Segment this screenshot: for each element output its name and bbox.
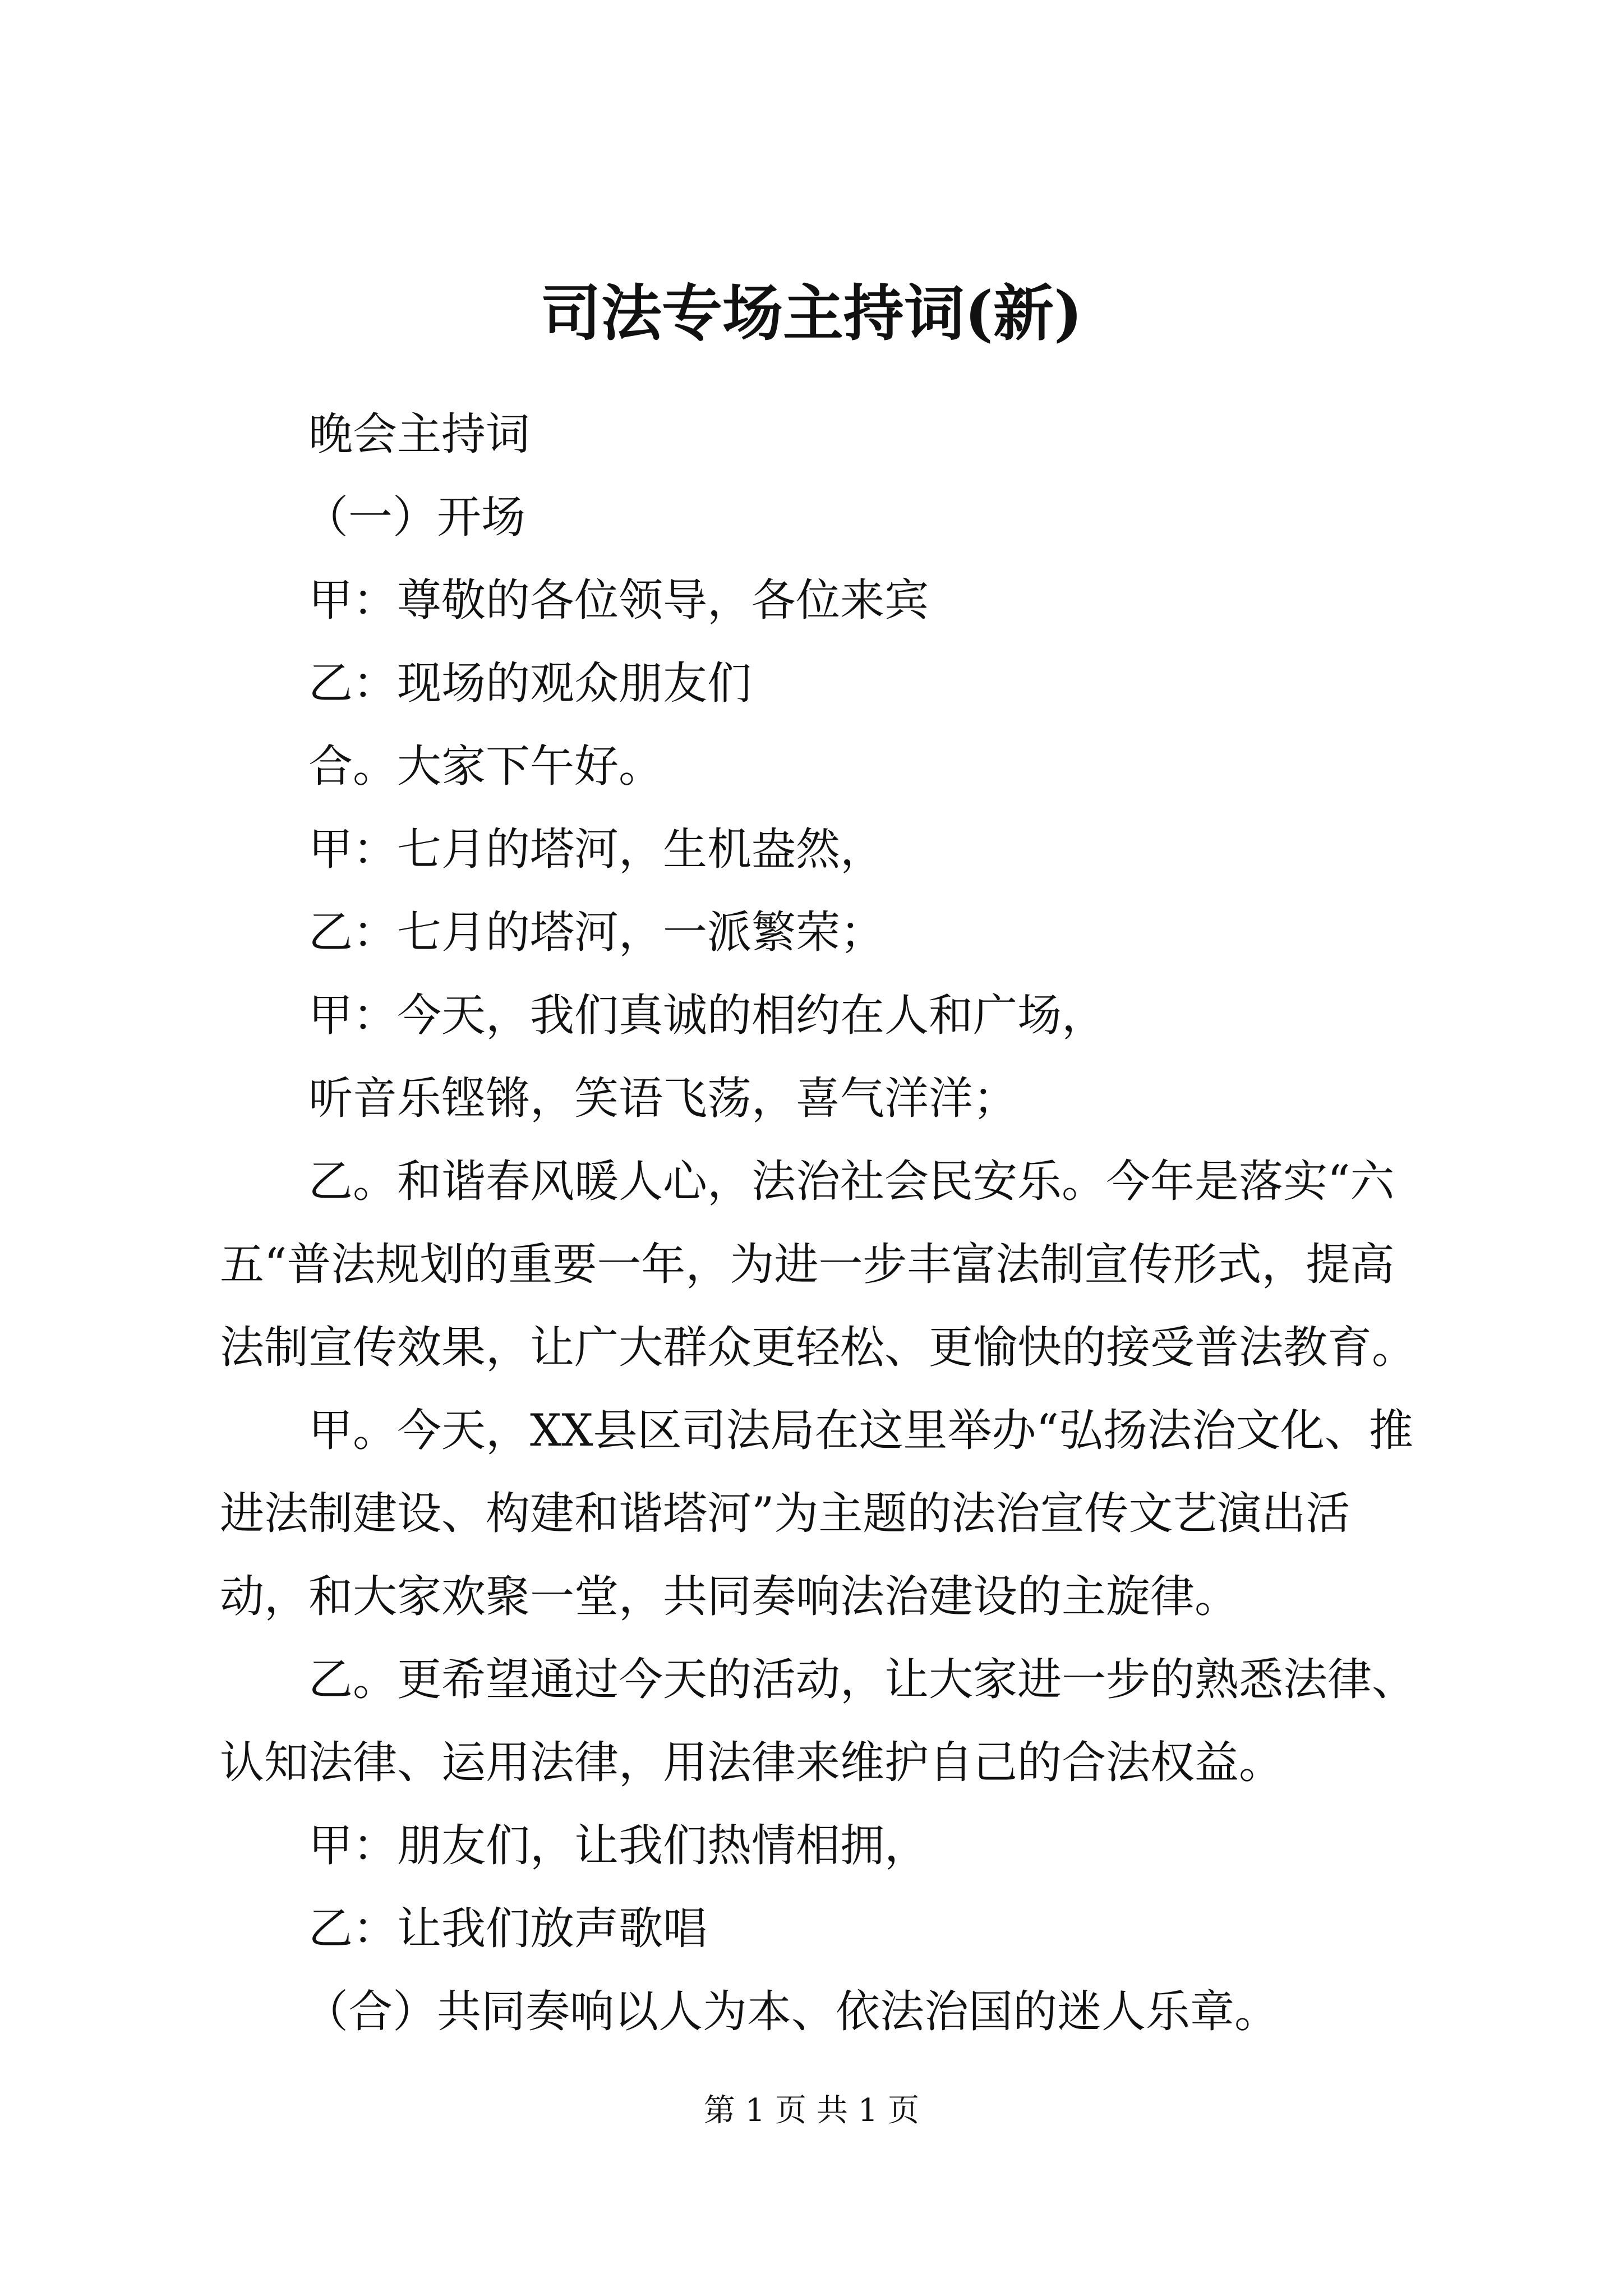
- paragraph-3: 甲：尊敬的各位领导，各位来宾: [308, 574, 929, 626]
- paragraph-10: 乙。和谐春风暖人心，法治社会民安乐。今年是落实“六五“普法规划的重要一年，为进一步丰富法制宣传形式，提高法制宣传效果，让广大群众更轻松、更愉快的接受普法教育。: [220, 1156, 1416, 1373]
- paragraph-6: 甲：七月的塔河，生机盎然，: [308, 823, 884, 875]
- paragraph-5: 合。大家下午好。: [308, 740, 663, 792]
- paragraph-15: （合）共同奏响以人为本、依法治国的迷人乐章。: [304, 1986, 1279, 2037]
- paragraph-4: 乙：现场的观众朋友们: [308, 657, 751, 709]
- document-title: 司法专场主持词(新): [540, 278, 1083, 349]
- paragraph-13: 甲：朋友们，让我们热情相拥，: [308, 1820, 929, 1871]
- paragraph-1: 晚会主持词: [308, 408, 530, 460]
- paragraph-14: 乙：让我们放声歌唱: [308, 1903, 707, 1954]
- page-footer: 第 1 页 共 1 页: [703, 2092, 920, 2129]
- paragraph-2: （一）开场: [304, 491, 525, 543]
- document-body: [220, 393, 1429, 2053]
- paragraph-9: 听音乐铿锵，笑语飞荡，喜气洋洋；: [308, 1073, 1017, 1124]
- paragraph-7: 乙：七月的塔河，一派繁荣；: [308, 907, 884, 958]
- paragraph-8: 甲：今天，我们真诚的相约在人和广场，: [308, 990, 1106, 1041]
- paragraph-11: 甲。今天，XX县区司法局在这里举办“弘扬法治文化、推进法制建设、构建和谐塔河”为主题的法治宣传文艺演出活动，和大家欢聚一堂，共同奏响法治建设的主旋律。: [220, 1405, 1413, 1622]
- paragraph-12: 乙。更希望通过今天的活动，让大家进一步的熟悉法律、认知法律、运用法律，用法律来维护自己的合法权益。: [220, 1654, 1416, 1788]
